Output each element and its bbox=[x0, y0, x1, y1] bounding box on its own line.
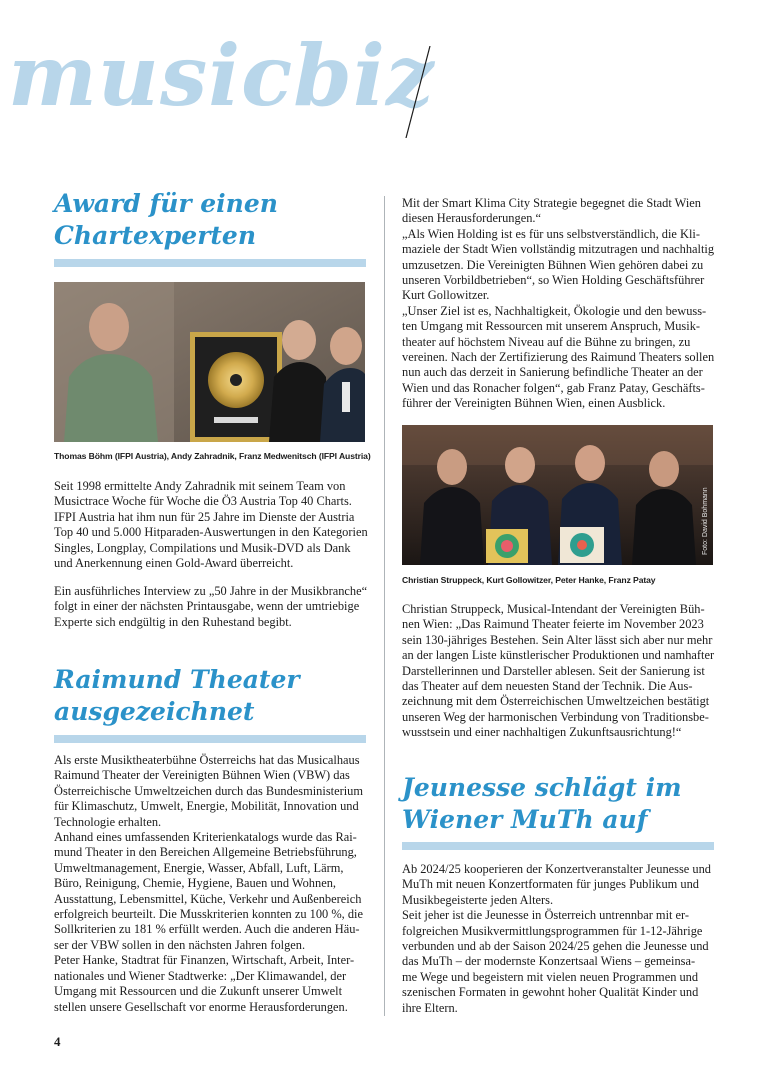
raimund-body-left: Als erste Musiktheaterbühne Österreichs hat das Musicalhaus Raimund Theater der Vereinigten Bühnen Wien (VBW) das Österreichische Umweltzeichen durch das Bundesministerium für Klimaschutz, Umwelt, Energie, Mobilität, Innovation und Technologie erhalten. Anhand eines umfassenden Kriterienkatalogs wurde das Rai- mund Theater in den Bereichen Allgemeine Betriebsführung, Umweltmanagement, Energie, Wasser, Abfall, Luft, Lärm, Büro, Reinigung, Chemie, Hygiene, Bauen und Wohnen, Ausstattung, Lebensmittel, Küche, Verkehr und Außenbereich erfolgreich beurteilt. Die Musskriterien konnten zu 100 %, die Sollkriterien zu 181 % erfüllt werden. Auch die anderen Häu- ser der VBW sollen in den nächsten Jahren folgen. Peter Hanke, Stadtrat für Finanzen, Wirtschaft, Arbeit, Inter- nationales und Wiener Stadtwerke: „Der Klimawandel, der Umgang mit Ressourcen und die Zukunft unserer Umwelt stellen unsere Gesellschaft vor enorme Herausforderungen. bbox=[54, 753, 363, 1014]
column-divider bbox=[384, 196, 385, 1016]
page-number: 4 bbox=[54, 1034, 61, 1049]
raimund-headline: Raimund Theater ausgezeichnet bbox=[54, 665, 300, 726]
award-photo-illustration bbox=[54, 282, 365, 442]
jeunesse-headline-bar bbox=[402, 842, 714, 850]
magazine-masthead: musicbiz bbox=[8, 26, 435, 125]
award-headline: Award für einen Chartexperten bbox=[54, 189, 278, 250]
award-photo bbox=[54, 282, 365, 442]
theater-photo-illustration bbox=[402, 425, 713, 565]
theater-photo bbox=[402, 425, 713, 565]
jeunesse-body: Ab 2024/25 kooperieren der Konzertveranstalter Jeunesse und MuTh mit neuen Konzertformaten für junges Publikum und Musikbegeisterte jeden Alters. Seit jeher ist die Jeunesse in Österreich untrennbar mit er- folgreichen Musikvermittlungsprogrammen für 1-12-Jährige verbunden und ab der Saison 2024/25 gehen die Jeunesse und das MuTh – der modernste Konzertsaal Wiens – gemeinsa- me Wege und begeistern mit vielen neuen Programmen und szenischen Formaten in gewohnt hoher Qualität Kinder und ihre Eltern. bbox=[402, 862, 711, 1015]
raimund-quote: Christian Struppeck, Musical-Intendant der Vereinigten Büh- nen Wien: „Das Raimund Theater feierte im November 2023 sein 130-jähriges Bestehen. Sein Alter lässt sich aber nur mehr an der langen Liste künstlerischer Produktionen und namhafter Darstellerinnen und Darsteller ablesen. Seit der Sanierung ist das Theater auf dem neuesten Stand der Technik. Die Aus- zeichnung mit dem Österreichischen Umweltzeichen bestätigt unseren Weg der harmonischen Verbindung von Traditionsbe- wusstsein und einer nachhaltigen Zukunftsausrichtung!“ bbox=[402, 602, 715, 740]
raimund-headline-bar bbox=[54, 735, 366, 743]
award-paragraph-1: Seit 1998 ermittelte Andy Zahradnik mit seinem Team von Musictrace Woche für Woche die Ö3 Austria Top 40 Charts. IFPI Austria hat ihm nun für 25 Jahre im Dienste der Austria Top 40 und 5.000 Hitparaden-Auswertungen in den Kategorien Singles, Longplay, Compilations und Musik-DVD als Dank und Anerkennung einen Gold-Award überreicht. bbox=[54, 479, 368, 571]
theater-photo-caption: Christian Struppeck, Kurt Gollowitzer, Peter Hanke, Franz Patay bbox=[402, 575, 656, 585]
masthead-slash-divider bbox=[400, 46, 434, 138]
jeunesse-headline: Jeunesse schlägt im Wiener MuTh auf bbox=[402, 773, 682, 834]
raimund-body-right: Mit der Smart Klima City Strategie begegnet die Stadt Wien diesen Herausforderungen.“ „Als Wien Holding ist es für uns selbstverständlich, die Kli- maziele der Stadt Wien vollständig mitzutragen und nachhaltig umzusetzen. Die Vereinigten Bühnen Wien gehören dabei zu unseren Vorbildbetrieben“, so Wien Holding Geschäftsführer Kurt Gollowitzer. „Unser Ziel ist es, Nachhaltigkeit, Ökologie und den bewuss- ten Umgang mit Ressourcen mit unserem Anspruch, Musik- theater auf höchstem Niveau auf die Bühne zu bringen, zu vereinen. Nach der Zertifizierung des Raimund Theaters sollen nun auch das derzeit in Sanierung befindliche Theater an der Wien und das Ronacher folgen“, gab Franz Patay, Geschäfts- führer der Vereinigten Bühnen Wien, einen Ausblick. bbox=[402, 196, 715, 411]
award-paragraph-2: Ein ausführliches Interview zu „50 Jahre in der Musikbranche“ folgt in einer der nächsten Printausgabe, wenn der umtriebige Experte sich endgültig in den Ruhestand begibt. bbox=[54, 584, 368, 629]
photo-credit: Foto: David Bohmann bbox=[702, 487, 709, 555]
award-headline-bar bbox=[54, 259, 366, 267]
award-photo-caption: Thomas Böhm (IFPI Austria), Andy Zahradnik, Franz Medwenitsch (IFPI Austria) bbox=[54, 451, 371, 461]
